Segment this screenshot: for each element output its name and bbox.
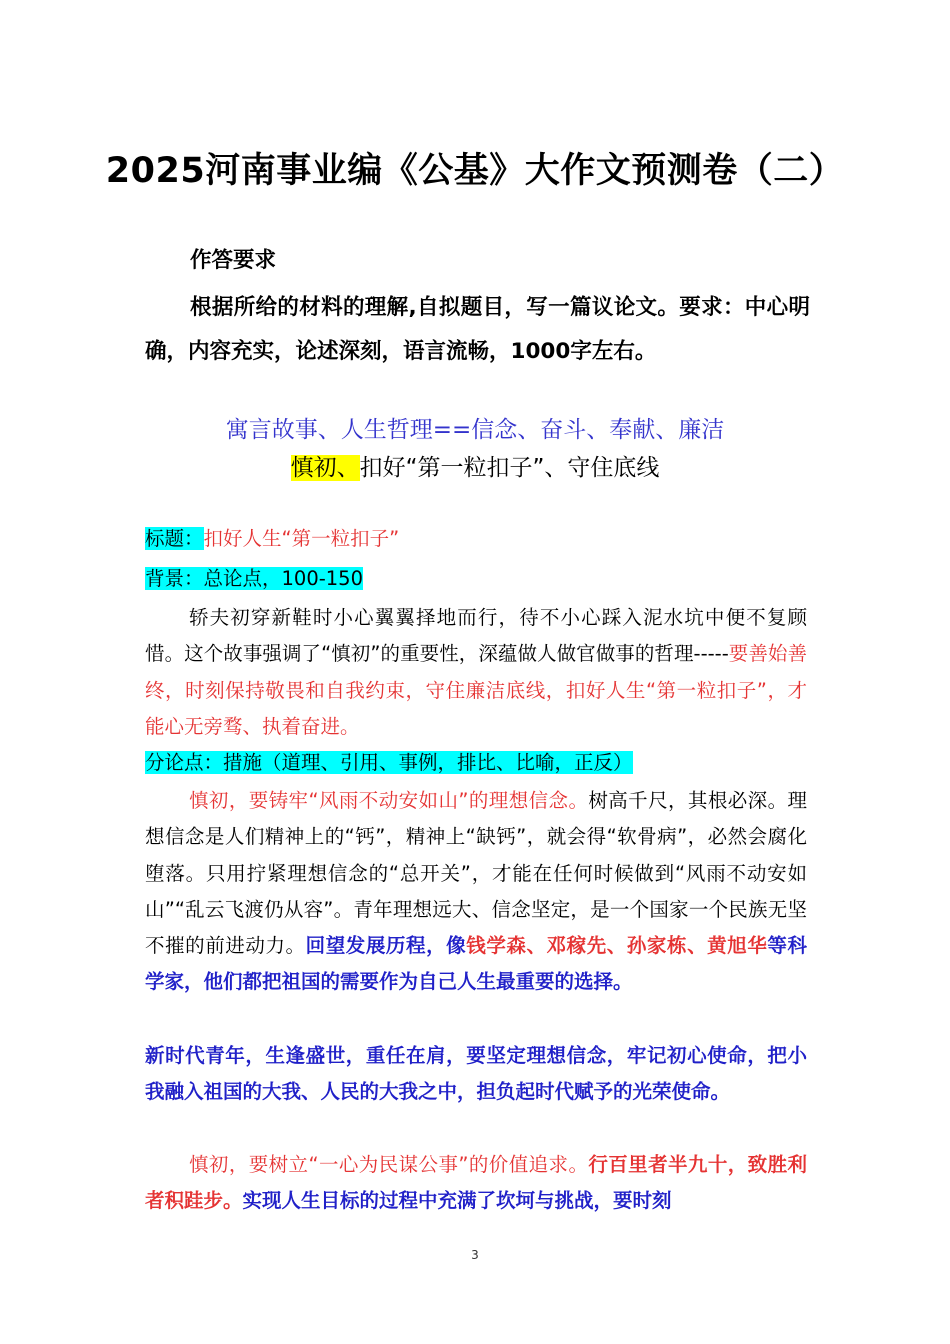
point1-example-intro: 回望发展历程，像 <box>305 934 467 958</box>
topic-subline <box>0 449 950 482</box>
background-paragraph <box>145 600 807 745</box>
title-tag-value: 扣好人生“第一粒扣子” <box>203 527 400 550</box>
point2-body: 实现人生目标的过程中充满了坎坷与挑战，要时刻 <box>242 1189 672 1213</box>
background-tag-text: 背景：总论点，100-150 <box>145 567 363 590</box>
point1-body: 树高千尺，其根必深。理想信念是人们精神上的“钙”，精神上“缺钙”，就会得“软骨病”，必然会腐化堕落。只用拧紧理想信念的“总开关”，才能在任何时候做到“风雨不动安如山”“乱云飞渡仍从容”。青年理想远大、信念坚定，是一个国家一个民族无坚不摧的前进动力。 <box>145 789 807 958</box>
background-text: 轿夫初穿新鞋时小心翼翼择地而行，待不小心踩入泥水坑中便不复顾惜。这个故事强调了“慎初”的重要性，深蕴做人做官做事的哲理----- <box>145 606 807 666</box>
title-tag <box>145 521 399 557</box>
subpoint-tag <box>145 745 633 781</box>
point1-example-end: 等科学家，他们都把祖国的需要作为自己人生最重要的选择。 <box>145 934 807 994</box>
point1-closing <box>145 1038 807 1111</box>
document-title: 2025河南事业编《公基》大作文预测卷（二） <box>105 151 845 191</box>
page-number: 3 <box>471 1248 479 1262</box>
requirements-heading: 作答要求 <box>190 248 277 273</box>
requirements-body: 根据所给的材料的理解,自拟题目，写一篇议论文。要求：中心明确，内容充实，论述深刻，语言流畅，1000字左右。 <box>145 295 810 364</box>
point2-quote: 行百里者半九十，致胜利者积跬步。 <box>145 1153 807 1213</box>
point2-paragraph <box>145 1147 807 1220</box>
topic-highlight: 慎初、 <box>290 455 360 481</box>
point1-lead: 慎初，要铸牢“风雨不动安如山”的理想信念。 <box>189 789 589 812</box>
background-thesis: 要善始善终，时刻保持敬畏和自我约束，守住廉洁底线，扣好人生“第一粒扣子”，才能心无旁骛、执着奋进。 <box>145 642 807 738</box>
background-tag <box>145 561 363 597</box>
subpoint-tag-text: 分论点：措施（道理、引用、事例，排比、比喻，正反） <box>145 751 633 774</box>
title-tag-label: 标题： <box>145 527 204 550</box>
point1-paragraph <box>145 783 807 1001</box>
topic-keywords: 寓言故事、人生哲理==信念、奋斗、奉献、廉洁 <box>225 417 725 443</box>
point2-lead: 慎初，要树立“一心为民谋公事”的价值追求。 <box>189 1153 589 1176</box>
point1-closing-text: 新时代青年，生逢盛世，重任在肩，要坚定理想信念，牢记初心使命，把小我融入祖国的大我、人民的大我之中，担负起时代赋予的光荣使命。 <box>145 1044 807 1104</box>
topic-rest: 扣好“第一粒扣子”、守住底线 <box>359 455 660 481</box>
point1-scientists: 钱学森、邓稼先、孙家栋、黄旭华 <box>466 934 768 958</box>
